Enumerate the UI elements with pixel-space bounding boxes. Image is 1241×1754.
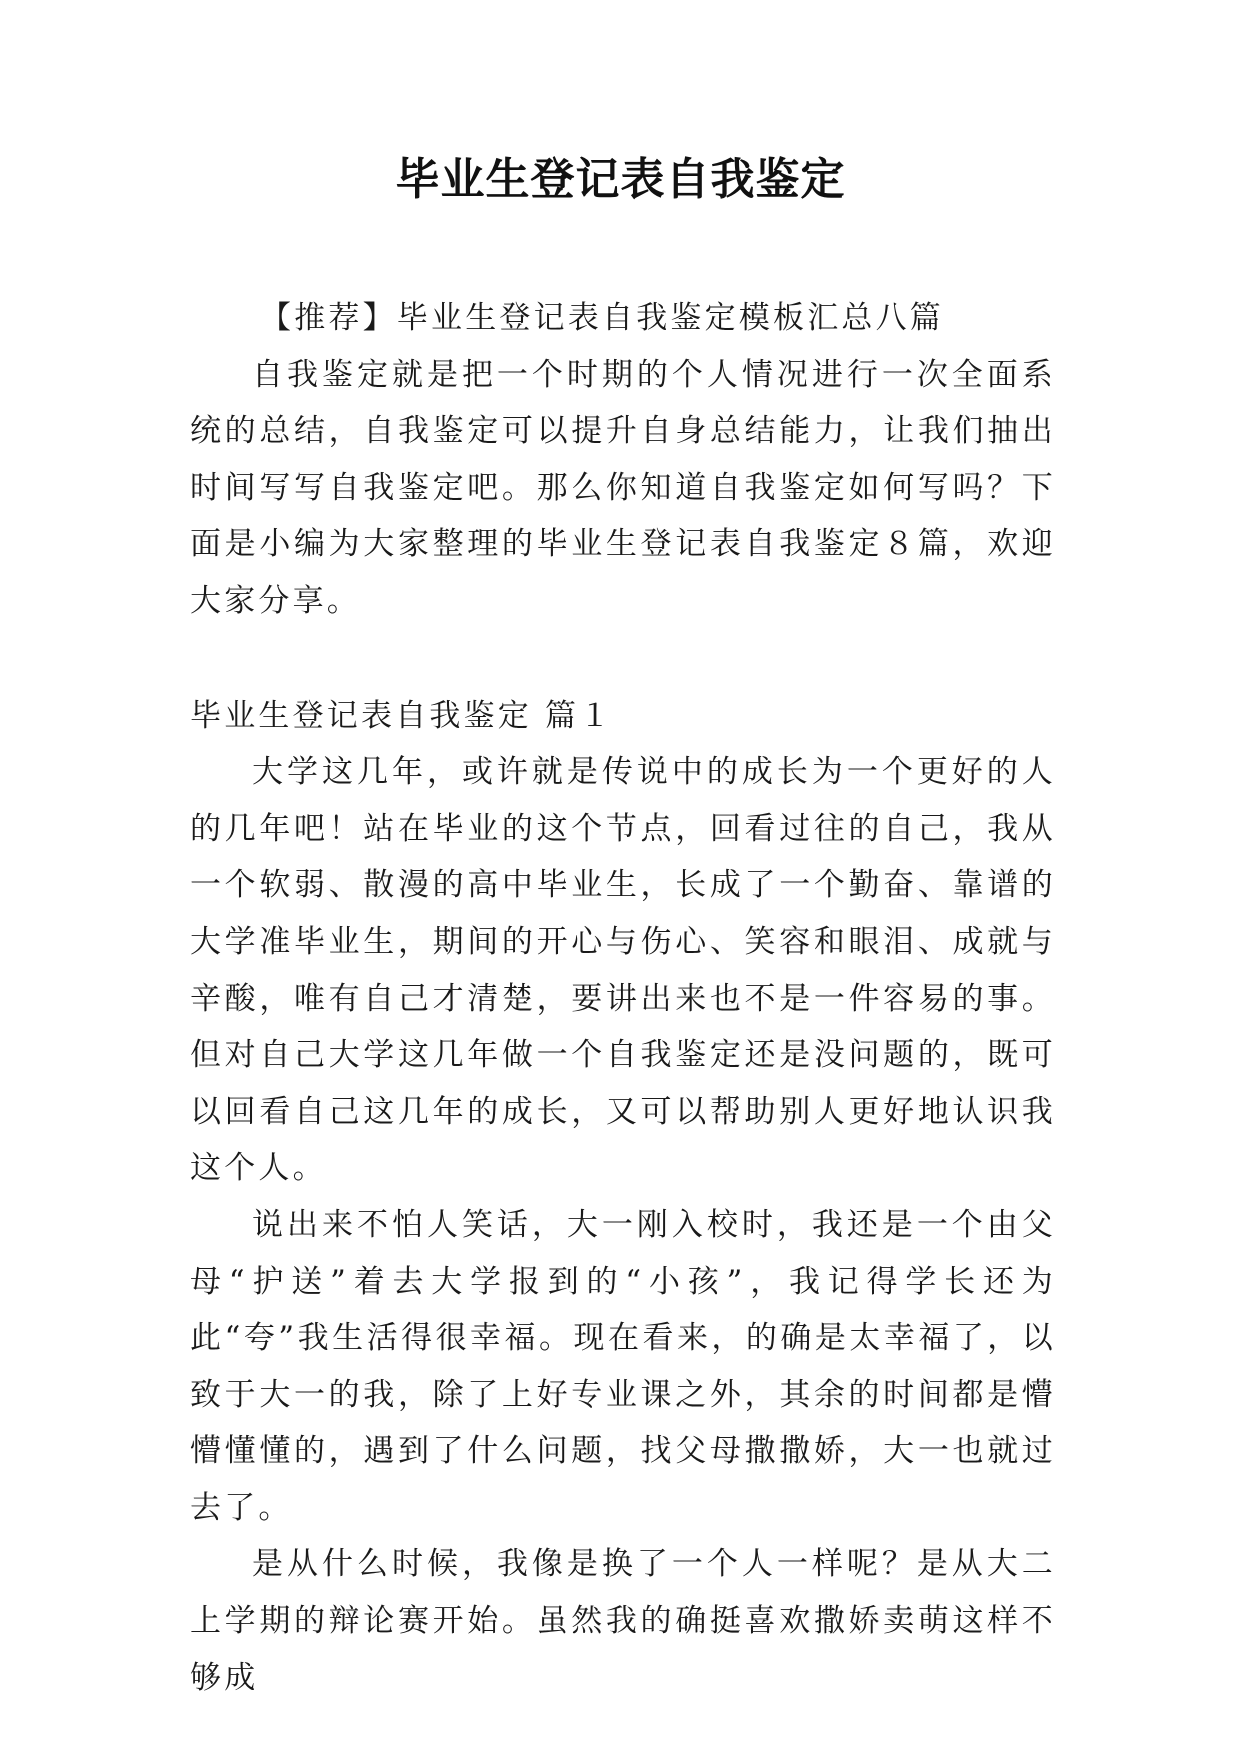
recommend-line: 【推荐】毕业生登记表自我鉴定模板汇总八篇 xyxy=(260,300,944,336)
intro-paragraph: 自我鉴定就是把一个时期的个人情况进行一次全面系统的总结，自我鉴定可以提升自身总结能力，让我们抽出时间写写自我鉴定吧。那么你知道自我鉴定如何写吗？下面是小编为大家整理的毕业生登记表自我鉴定８篇，欢迎大家分享。 xyxy=(190,356,1056,619)
section-heading: 毕业生登记表自我鉴定 篇１ xyxy=(190,697,614,734)
body-paragraph-3: 是从什么时候，我像是换了一个人一样呢？是从大二上学期的辩论赛开始。虽然我的确挺喜欢撒娇卖萌这样不够成 xyxy=(190,1546,1056,1696)
document-title: 毕业生登记表自我鉴定 xyxy=(395,154,846,205)
body-paragraph-1: 大学这几年，或许就是传说中的成长为一个更好的人的几年吧！站在毕业的这个节点，回看过往的自己，我从一个软弱、散漫的高中毕业生，长成了一个勤奋、靠谱的大学准毕业生，期间的开心与伤心、笑容和眼泪、成就与辛酸，唯有自己才清楚，要讲出来也不是一件容易的事。但对自己大学这几年做一个自我鉴定还是没问题的，既可以回看自己这几年的成长，又可以帮助别人更好地认识我这个人。 xyxy=(190,754,1056,1187)
body-paragraph-2: 说出来不怕人笑话，大一刚入校时，我还是一个由父母“护送”着去大学报到的“小孩”，我记得学长还为此“夸”我生活得很幸福。现在看来，的确是太幸福了，以致于大一的我，除了上好专业课之外，其余的时间都是懵懵懂懂的，遇到了什么问题，找父母撒撒娇，大一也就过去了。 xyxy=(190,1206,1056,1526)
document-body xyxy=(190,290,1056,1706)
